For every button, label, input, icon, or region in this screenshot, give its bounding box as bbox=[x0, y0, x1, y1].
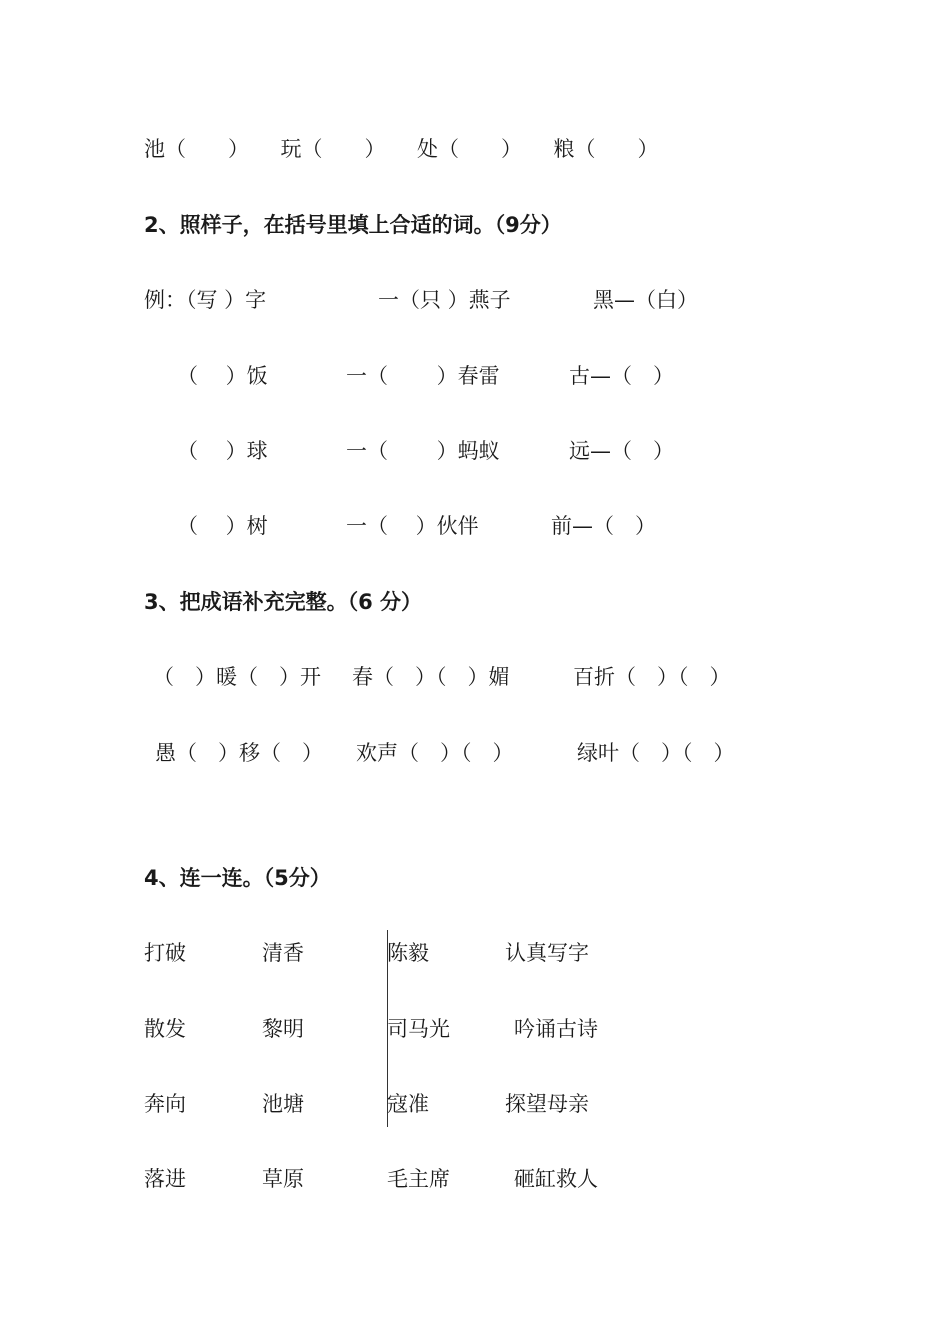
match-col4-item: 吟诵古诗 bbox=[514, 1017, 598, 1041]
match-col2-item: 草原 bbox=[262, 1167, 304, 1191]
row1-col2: 一（ ）春雷 bbox=[346, 364, 500, 388]
row1-col1: （ ）饭 bbox=[177, 364, 268, 388]
section1-line: 池（ ） 玩（ ） 处（ ） 粮（ ） bbox=[144, 137, 659, 161]
match-col4-item: 探望母亲 bbox=[505, 1092, 589, 1116]
idiom-6: 绿叶（ ）（ ） bbox=[577, 741, 735, 765]
row1-col3: 古—（ ） bbox=[569, 364, 674, 388]
row3-col1: （ ）树 bbox=[177, 514, 268, 538]
row2-col1: （ ）球 bbox=[177, 439, 268, 463]
idiom-3: 百折（ ）（ ） bbox=[573, 665, 731, 689]
section4-heading: 4、连一连。（5分） bbox=[144, 866, 331, 890]
match-col4-item: 认真写字 bbox=[505, 941, 589, 965]
match-col2-item: 清香 bbox=[262, 941, 304, 965]
idiom-4: 愚（ ）移（ ） bbox=[155, 741, 323, 765]
match-col1-item: 打破 bbox=[144, 941, 186, 965]
match-col1-item: 散发 bbox=[144, 1017, 186, 1041]
section3-heading: 3、把成语补充完整。（6 分） bbox=[144, 590, 423, 614]
row2-col3: 远—（ ） bbox=[569, 439, 674, 463]
idiom-5: 欢声（ ）（ ） bbox=[356, 741, 514, 765]
example-col2: 一（只 ）燕子 bbox=[378, 288, 511, 312]
match-col3-item: 寇准 bbox=[387, 1092, 429, 1116]
match-col2-item: 黎明 bbox=[262, 1017, 304, 1041]
match-col2-item: 池塘 bbox=[262, 1092, 304, 1116]
match-col1-item: 奔向 bbox=[144, 1092, 186, 1116]
match-col3-item: 毛主席 bbox=[387, 1167, 450, 1191]
match-col4-item: 砸缸救人 bbox=[514, 1167, 598, 1191]
match-col3-item: 陈毅 bbox=[387, 941, 429, 965]
match-col3-item: 司马光 bbox=[387, 1017, 450, 1041]
row3-col2: 一（ ）伙伴 bbox=[346, 514, 479, 538]
row2-col2: 一（ ）蚂蚁 bbox=[346, 439, 500, 463]
idiom-1: （ ）暖（ ）开 bbox=[153, 665, 321, 689]
match-col1-item: 落进 bbox=[144, 1167, 186, 1191]
row3-col3: 前—（ ） bbox=[551, 514, 656, 538]
example-col1: 例：（写 ）字 bbox=[144, 288, 267, 312]
example-col3: 黑—（白） bbox=[593, 288, 698, 312]
section2-heading: 2、照样子，在括号里填上合适的词。（9分） bbox=[144, 213, 562, 237]
idiom-2: 春（ ）（ ）媚 bbox=[352, 665, 510, 689]
